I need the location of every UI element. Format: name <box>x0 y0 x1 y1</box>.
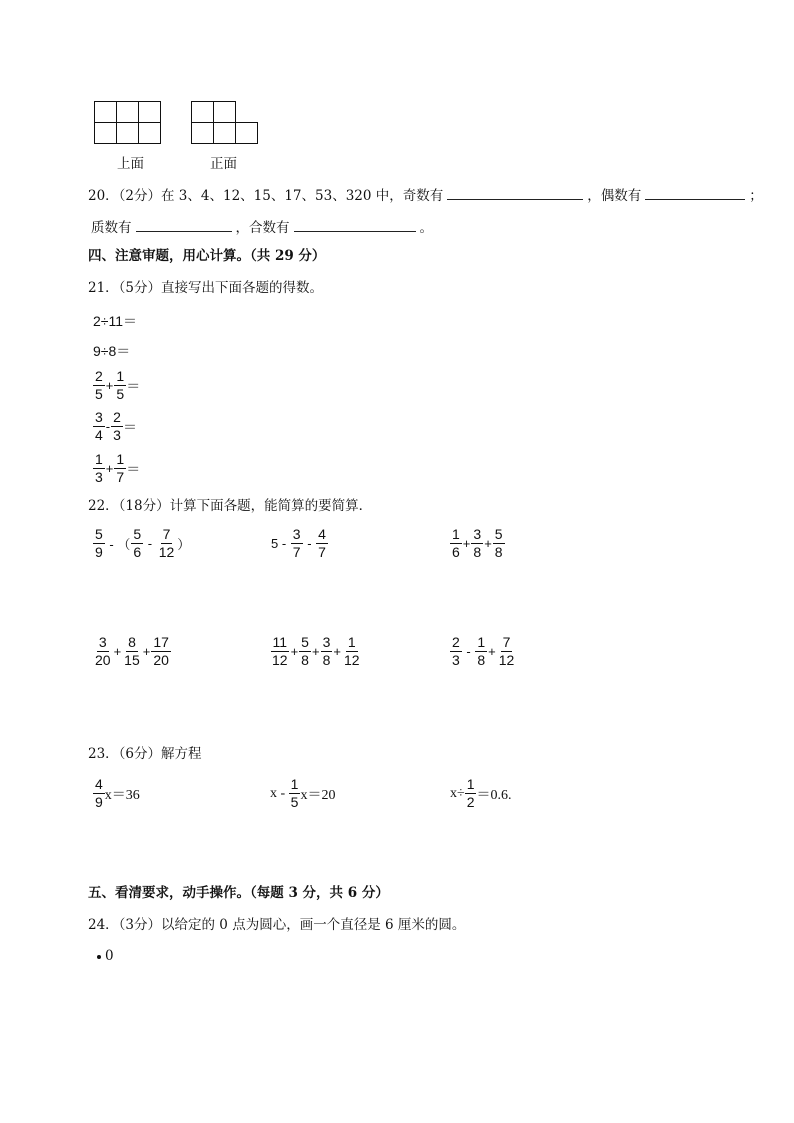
fraction: $\frac{2}{5}$ <box>95 368 103 402</box>
fraction: $\frac{1}{6}$ <box>452 526 460 560</box>
fraction: $\frac{3}{8}$ <box>322 634 331 668</box>
q24-title: 24．（3分）以给定的 0 点为圆心，画一个直径是 6 厘米的圆。 <box>88 917 466 933</box>
q21-title: 21．（5分）直接写出下面各题的得数。 <box>88 280 324 296</box>
q22-problem-1: $\frac{5}{9}$ - （ $\frac{5}{6}$ - $\frac{7}{12}$ ） <box>95 526 191 560</box>
q21-expr-1: 2÷11＝ <box>93 313 138 329</box>
fraction: $\frac{1}{7}$ <box>116 451 125 485</box>
q21-expr-3: $\frac{2}{5}$ + $\frac{1}{5}$ ＝ <box>95 368 141 402</box>
point-label: 0 <box>105 948 114 964</box>
top-view-cell <box>138 101 161 123</box>
fraction: $\frac{5}{8}$ <box>301 634 309 668</box>
q21-expr-4: $\frac{3}{4}$ - $\frac{2}{3}$ ＝ <box>95 409 137 443</box>
fraction: $\frac{7}{12}$ <box>158 526 175 560</box>
q20-stem: 20．（2分）在 3、4、12、15、17、53、320 中，奇数有 <box>88 188 444 204</box>
section-4-heading: 四、注意审题，用心计算。（共 29 分） <box>88 248 326 264</box>
q20-prime-label: 质数有 <box>91 220 132 236</box>
center-point <box>97 947 114 965</box>
fraction: $\frac{1}{12}$ <box>343 634 360 668</box>
fraction: $\frac{3}{20}$ <box>95 634 111 668</box>
q23-equation-1: $\frac{4}{9}$ x＝36 <box>95 776 140 810</box>
top-view-cell <box>94 122 117 144</box>
fraction: $\frac{11}{12}$ <box>272 634 288 668</box>
top-view-cell <box>116 122 139 144</box>
q22-problem-6: $\frac{2}{3}$ - $\frac{1}{8}$ + $\frac{7}{12}$ <box>452 634 515 668</box>
fraction: $\frac{2}{3}$ <box>113 409 121 443</box>
fraction: $\frac{1}{3}$ <box>95 451 103 485</box>
top-view-cell <box>116 101 139 123</box>
fraction: $\frac{5}{9}$ <box>95 526 103 560</box>
q20-even-label: ，偶数有 <box>587 188 642 204</box>
fraction: $\frac{1}{5}$ <box>290 776 299 810</box>
q20-line2 <box>91 217 433 237</box>
fraction: $\frac{5}{6}$ <box>133 526 142 560</box>
front-view-cell <box>213 122 236 144</box>
fraction: $\frac{17}{20}$ <box>153 634 169 668</box>
top-view-cell <box>94 101 117 123</box>
q20-line1 <box>88 185 763 205</box>
fraction: $\frac{8}{15}$ <box>124 634 140 668</box>
front-view-cell <box>191 122 214 144</box>
q22-title: 22．（18分）计算下面各题，能简算的要简算． <box>88 498 373 514</box>
q20-composite-label: ，合数有 <box>235 220 290 236</box>
fraction: $\frac{4}{7}$ <box>318 526 326 560</box>
top-view-label: 上面 <box>117 156 144 172</box>
fraction: $\frac{3}{8}$ <box>473 526 482 560</box>
fraction: $\frac{2}{3}$ <box>452 634 460 668</box>
section-5-heading: 五、看清要求，动手操作。（每题 3 分，共 6 分） <box>88 885 389 901</box>
fraction: $\frac{1}{5}$ <box>116 368 125 402</box>
odd-answer-blank[interactable] <box>447 185 583 200</box>
fraction: $\frac{3}{7}$ <box>292 526 301 560</box>
q21-expr-5: $\frac{1}{3}$ + $\frac{1}{7}$ ＝ <box>95 451 141 485</box>
composite-answer-blank[interactable] <box>294 217 416 232</box>
q22-problem-5: $\frac{11}{12}$ + $\frac{5}{8}$ + $\frac{3}{8}$ + $\frac{1}{12}$ <box>272 634 360 668</box>
fraction: $\frac{3}{4}$ <box>95 409 103 443</box>
q23-equation-3: x÷ $\frac{1}{2}$ ＝0.6. <box>450 776 512 810</box>
q20-period: 。 <box>419 220 433 236</box>
q21-expr-2: 9÷8＝ <box>93 343 131 359</box>
q20-semicolon: ； <box>749 188 763 204</box>
even-answer-blank[interactable] <box>645 185 745 200</box>
fraction: $\frac{1}{8}$ <box>477 634 486 668</box>
q23-equation-2: x - $\frac{1}{5}$ x＝20 <box>270 776 336 810</box>
prime-answer-blank[interactable] <box>136 217 232 232</box>
q22-problem-4: $\frac{3}{20}$ + $\frac{8}{15}$ + $\frac{17}{20}$ <box>95 634 169 668</box>
q22-problem-3: $\frac{1}{6}$ + $\frac{3}{8}$ + $\frac{5}{8}$ <box>452 526 503 560</box>
fraction: $\frac{1}{2}$ <box>466 776 475 810</box>
front-view-label: 正面 <box>210 156 237 172</box>
front-view-cell <box>213 101 236 123</box>
fraction: $\frac{7}{12}$ <box>498 634 515 668</box>
front-view-cell <box>235 122 258 144</box>
fraction: $\frac{4}{9}$ <box>95 776 103 810</box>
front-view-cell <box>191 101 214 123</box>
q22-problem-2: 5 - $\frac{3}{7}$ - $\frac{4}{7}$ <box>271 526 326 560</box>
fraction: $\frac{5}{8}$ <box>494 526 503 560</box>
q23-title: 23．（6分）解方程 <box>88 746 202 762</box>
top-view-cell <box>138 122 161 144</box>
point-marker <box>97 955 101 959</box>
